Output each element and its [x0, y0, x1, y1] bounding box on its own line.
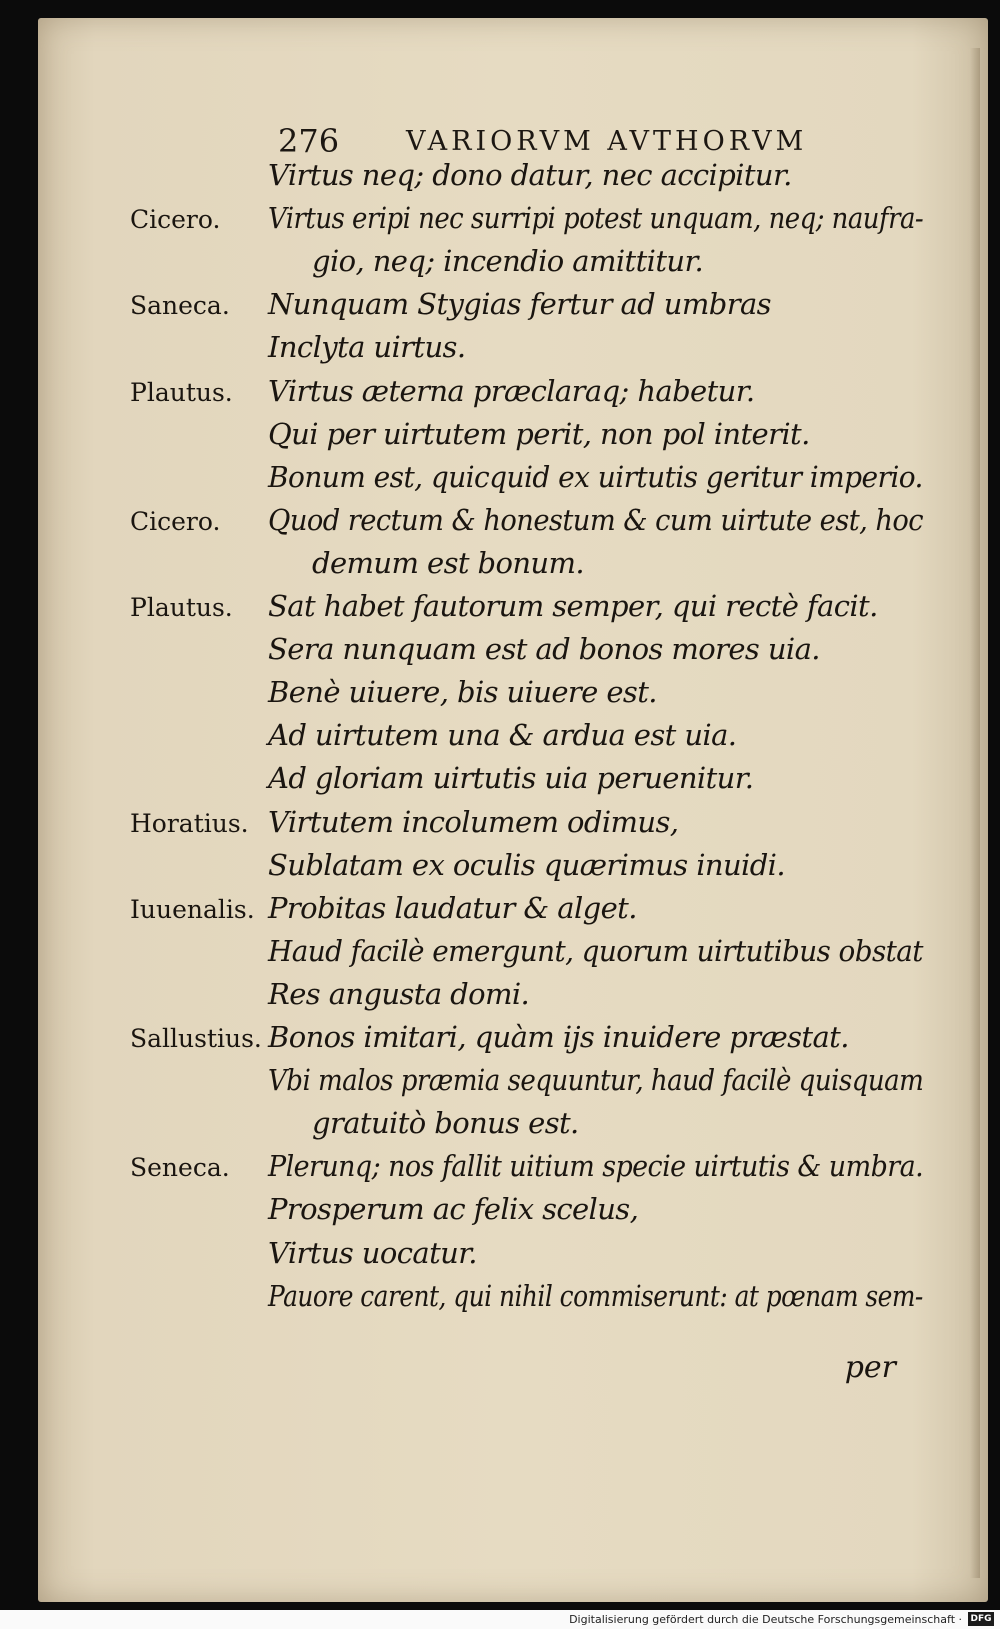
text-line: [38, 546, 988, 590]
line-text: Plerunq; nos fallit uitium specie uirtutis & umbra.: [268, 1149, 924, 1184]
margin-author: Sallustius.: [130, 1024, 262, 1053]
line-text: gratuitò bonus est.: [312, 1106, 579, 1141]
footer-credit: Digitalisierung gefördert durch die Deutsche Forschungsgemeinschaft ·: [569, 1613, 962, 1626]
line-text: demum est bonum.: [312, 545, 585, 580]
line-text: Virtutem incolumem odimus,: [268, 804, 679, 839]
text-line: [38, 503, 988, 547]
text-line: [38, 201, 988, 245]
text-line: [38, 848, 988, 892]
text-line: [38, 675, 988, 719]
text-line: [38, 1063, 988, 1107]
text-line: [38, 977, 988, 1021]
text-line: [38, 1020, 988, 1064]
margin-author: Seneca.: [130, 1153, 230, 1183]
text-line: [38, 1106, 988, 1150]
text-line: [38, 244, 988, 288]
line-text: gio, neq; incendio amittitur.: [312, 244, 704, 279]
book-page: [38, 18, 988, 1602]
line-text: Haud facilè emergunt, quorum uirtutibus obstat: [268, 933, 923, 968]
line-text: Bonos imitari, quàm ijs inuidere præstat.: [268, 1020, 849, 1054]
text-line: [38, 1279, 988, 1323]
catchword: per: [844, 1350, 896, 1385]
text-line: [38, 330, 988, 374]
dfg-logo-icon: [968, 1612, 994, 1626]
text-line: [38, 632, 988, 676]
margin-author: Plautus.: [130, 377, 233, 407]
line-text: Probitas laudatur & alget.: [268, 890, 637, 925]
text-line: [38, 1149, 988, 1193]
text-line: [38, 1192, 988, 1236]
margin-author: Saneca.: [130, 291, 230, 321]
line-text: Benè uiuere, bis uiuere est.: [268, 675, 657, 710]
line-text: Sublatam ex oculis quærimus inuidi.: [268, 847, 785, 882]
text-line: [38, 374, 988, 418]
text-line: [38, 417, 988, 461]
margin-author: Plautus.: [130, 593, 233, 622]
text-line: [38, 460, 988, 504]
page-header: [38, 122, 988, 162]
text-line: [38, 934, 988, 978]
line-text: Virtus æterna præclaraq; habetur.: [268, 373, 755, 408]
line-text: Sera nunquam est ad bonos mores uia.: [268, 632, 820, 667]
line-text: Virtus neq; dono datur, nec accipitur.: [268, 158, 792, 192]
text-line: [38, 761, 988, 805]
running-head: VARIORVM AVTHORVM: [406, 126, 808, 157]
text-line: [38, 287, 988, 331]
line-text: Bonum est, quicquid ex uirtutis geritur imperio.: [268, 459, 923, 494]
margin-author: Horatius.: [130, 808, 249, 838]
line-text: Ad gloriam uirtutis uia peruenitur.: [268, 761, 754, 796]
text-line: [38, 891, 988, 935]
line-text: Inclyta uirtus.: [268, 330, 466, 365]
line-text: Vbi malos præmia sequuntur, haud facilè quisquam: [268, 1063, 924, 1098]
digitization-footer: [0, 1610, 1000, 1629]
line-text: Quod rectum & honestum & cum uirtute est, hoc: [268, 502, 923, 537]
text-line: [38, 1236, 988, 1280]
line-text: Nunquam Stygias fertur ad umbras: [268, 287, 771, 322]
page-number: 276: [278, 122, 340, 160]
line-text: Qui per uirtutem perit, non pol interit.: [268, 416, 810, 451]
margin-author: Cicero.: [130, 205, 221, 235]
margin-author: Cicero.: [130, 506, 221, 536]
text-line: [38, 718, 988, 762]
text-line: [38, 805, 988, 849]
dfg-logo-text: DFG: [970, 1614, 992, 1624]
line-text: Ad uirtutem una & ardua est uia.: [268, 718, 737, 753]
line-text: Virtus uocatur.: [268, 1235, 477, 1270]
line-text: Virtus eripi nec surripi potest unquam, neq; naufra-: [268, 201, 924, 236]
line-text: Res angusta domi.: [268, 976, 530, 1011]
text-line: [38, 589, 988, 633]
text-line: [38, 158, 988, 202]
line-text: Pauore carent, qui nihil commiserunt: at pœnam sem-: [268, 1278, 923, 1313]
line-text: Sat habet fautorum semper, qui rectè facit.: [268, 589, 878, 623]
line-text: Prosperum ac felix scelus,: [268, 1192, 639, 1227]
margin-author: Iuuenalis.: [130, 894, 255, 924]
